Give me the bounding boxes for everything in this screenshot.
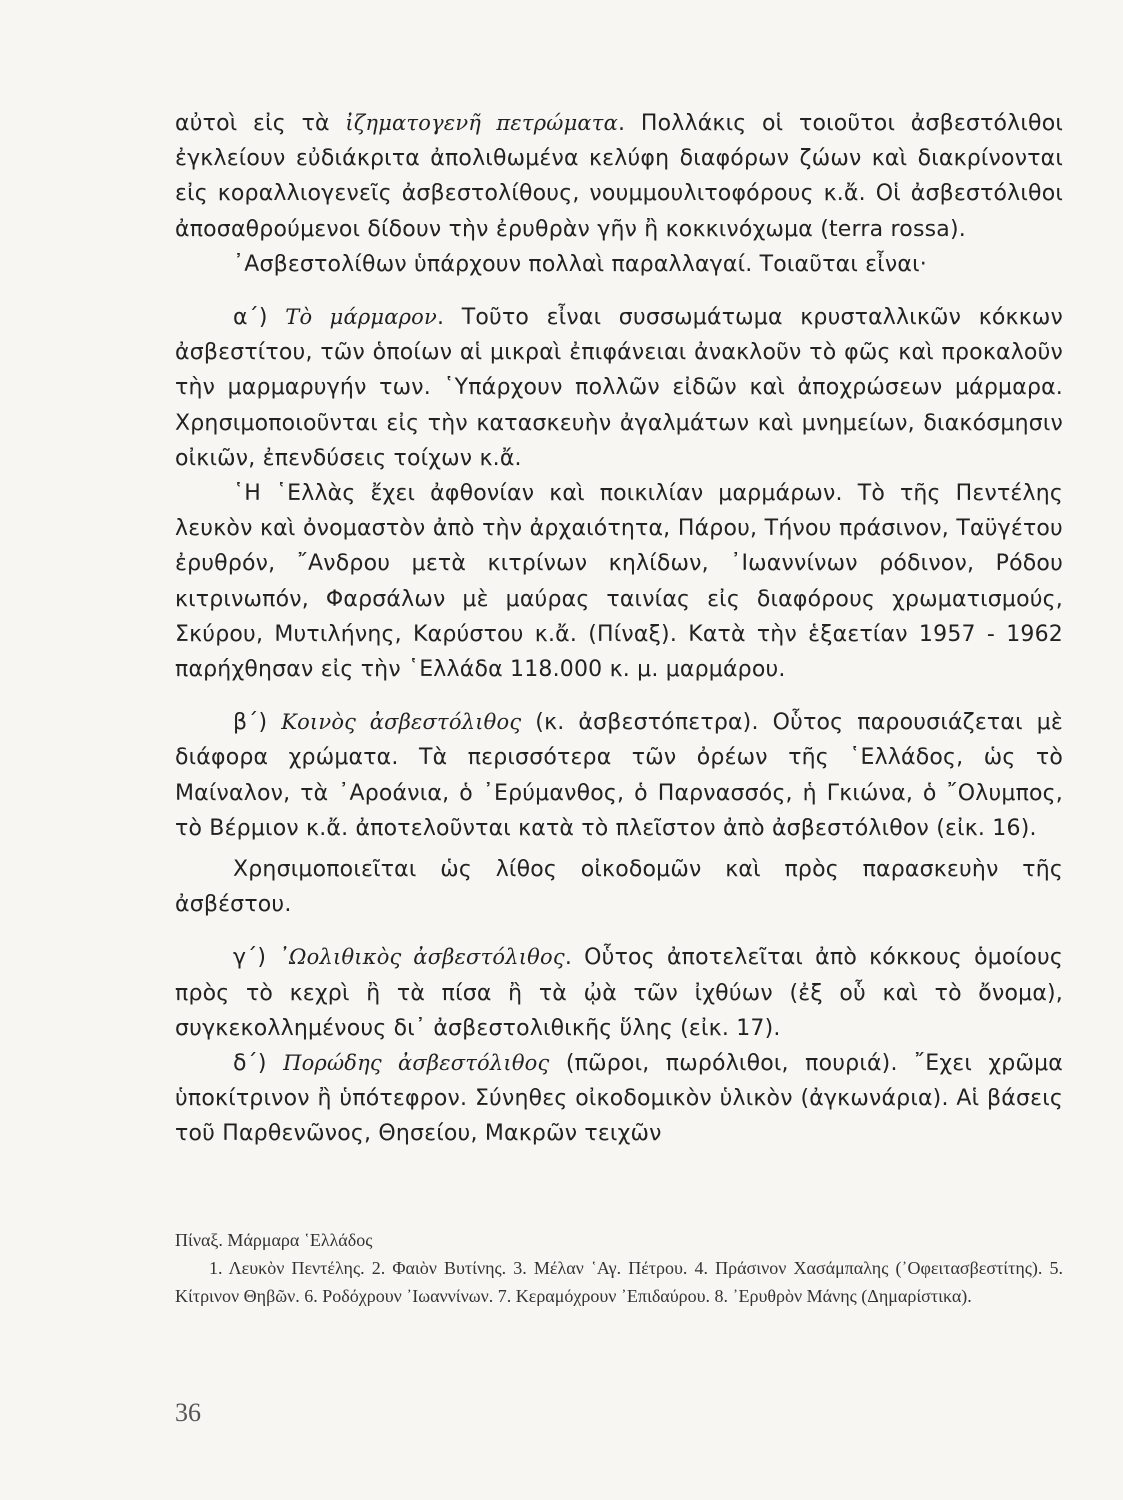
italic-term: Τὸ μάρμαρον	[285, 305, 437, 330]
paragraph	[175, 300, 1063, 476]
text-run: . Τοῦτο εἶναι συσσωμάτωμα κρυσταλλικῶν κόκκων ἀσβεστίτου, τῶν ὁποίων αἱ μικραὶ ἐπιφάνειαι ἀνακλοῦν τὸ φῶς καὶ προκαλοῦν τὴν μαρμαρυγήν των. ῾Υπάρχουν πολλῶν εἰδῶν καὶ ἀποχρώσεων μάρμαρα. Χρησιμοποιοῦνται εἰς τὴν κατασκευὴν ἀγαλμάτων καὶ μνημείων, διακόσμησιν οἰκιῶν, ἐπενδύσεις τοίχων κ.ἄ.	[175, 305, 1064, 471]
text-run: ᾿Ασβεστολίθων ὑπάρχουν πολλαὶ παραλλαγαί. Τοιαῦται εἶναι·	[233, 251, 927, 277]
body-text	[175, 106, 1063, 1152]
paragraph	[175, 247, 1063, 282]
paragraph	[175, 705, 1063, 846]
paragraph	[175, 1046, 1063, 1152]
footnote-body: 1. Λευκὸν Πεντέλης. 2. Φαιὸν Βυτίνης. 3. Μέλαν ῾Αγ. Πέτρου. 4. Πράσινον Χασάμπαλης (᾿Οφειτασβεστίτης). 5. Κίτρινον Θηβῶν. 6. Ροδόχρουν ᾿Ιωαννίνων. 7. Κεραμόχρουν ᾿Επιδαύρου. 8. ᾿Ερυθρὸν Μάνης (Δημαρίστικα).	[175, 1258, 1063, 1306]
text-run: ῾Η ῾Ελλὰς ἔχει ἀφθονίαν καὶ ποικιλίαν μαρμάρων. Τὸ τῆς Πεντέλης λευκὸν καὶ ὀνομαστὸν ἀπὸ τὴν ἀρχαιότητα, Πάρου, Τήνου πράσινον, Ταϋγέτου ἐρυθρόν, ῎Ανδρου μετὰ κιτρίνων κηλίδων, ᾿Ιωαννίνων ρόδινον, Ρόδου κιτρινωπόν, Φαρσάλων μὲ μαύρας ταινίας εἰς διαφόρους χρωματισμούς, Σκύρου, Μυτιλήνης, Καρύστου κ.ἄ. (Πίναξ). Κατὰ τὴν ἑξαετίαν 1957 - 1962 παρήχθησαν εἰς τὴν ῾Ελλάδα 118.000 κ. μ. μαρμάρου.	[175, 481, 1063, 683]
text-run: γ΄)	[233, 945, 279, 971]
text-run: Χρησιμοποιεῖται ὡς λίθος οἰκοδομῶν καὶ πρὸς παρασκευὴν τῆς ἀσβέστου.	[175, 857, 1063, 918]
page-number: 36	[175, 1398, 201, 1427]
italic-term: ᾿Ωολιθικὸς ἀσβεστόλιθος	[278, 945, 565, 970]
text-run: (κ. ἀσβεστόπετρα). Οὗτος παρουσιάζεται μὲ διάφορα χρώματα. Τὰ περισσότερα τῶν ὀρέων τῆς ῾Ελλάδος, ὡς τὸ Μαίναλον, τὰ ᾿Αροάνια, ὁ ᾿Ερύμανθος, ὁ Παρνασσός, ἡ Γκιώνα, ὁ ῎Ολυμπος, τὸ Βέρμιον κ.ἄ. ἀποτελοῦνται κατὰ τὸ πλεῖστον ἀπὸ ἀσβεστόλιθον (εἰκ. 16).	[175, 710, 1063, 841]
paragraph	[175, 106, 1063, 247]
paragraph	[175, 476, 1063, 687]
italic-term: ἰζηματογενῆ πετρώματα	[345, 111, 619, 135]
footnote	[175, 1226, 1063, 1310]
paragraph	[175, 852, 1063, 922]
italic-term: Πορώδης ἀσβεστόλιθος	[283, 1051, 550, 1076]
footnote-title: Πίναξ. Μάρμαρα ῾Ελλάδος	[175, 1230, 373, 1250]
text-run: . Οὗτος ἀποτελεῖται ἀπὸ κόκκους ὁμοίους πρὸς τὸ κεχρὶ ἢ τὰ πίσα ἢ τὰ ᾠὰ τῶν ἰχθύων (ἐξ οὗ καὶ τὸ ὄνομα), συγκεκολλημένους δι᾿ ἀσβεστολιθικῆς ὕλης (εἰκ. 17).	[175, 945, 1063, 1041]
text-run: α΄)	[233, 305, 286, 331]
text-run: β΄)	[233, 710, 282, 736]
text-run: δ΄)	[233, 1051, 284, 1077]
text-run: . Πολλάκις οἱ τοιοῦτοι ἀσβεστόλιθοι ἐγκλείουν εὐδιάκριτα ἀπολιθωμένα κελύφη διαφόρων ζώων καὶ διακρίνονται εἰς κοραλλιογενεῖς ἀσβεστολίθους, νουμμουλιτοφόρους κ.ἄ. Οἱ ἀσβεστόλιθοι ἀποσαθρούμενοι δίδουν τὴν ἐρυθρὰν γῆν ἢ κοκκινόχωμα (terra rossa).	[175, 111, 1064, 242]
text-run: αὐτοὶ εἰς τὰ	[175, 111, 346, 136]
text-run: (πῶροι, πωρόλιθοι, πουριά). ῎Εχει χρῶμα ὑποκίτρινον ἢ ὑπότεφρον. Σύνηθες οἰκοδομικὸν ὑλικὸν (ἀγκωνάρια). Αἱ βάσεις τοῦ Παρθενῶνος, Θησείου, Μακρῶν τειχῶν	[175, 1051, 1063, 1147]
italic-term: Κοινὸς ἀσβεστόλιθος	[281, 710, 522, 735]
paragraph	[175, 940, 1063, 1046]
